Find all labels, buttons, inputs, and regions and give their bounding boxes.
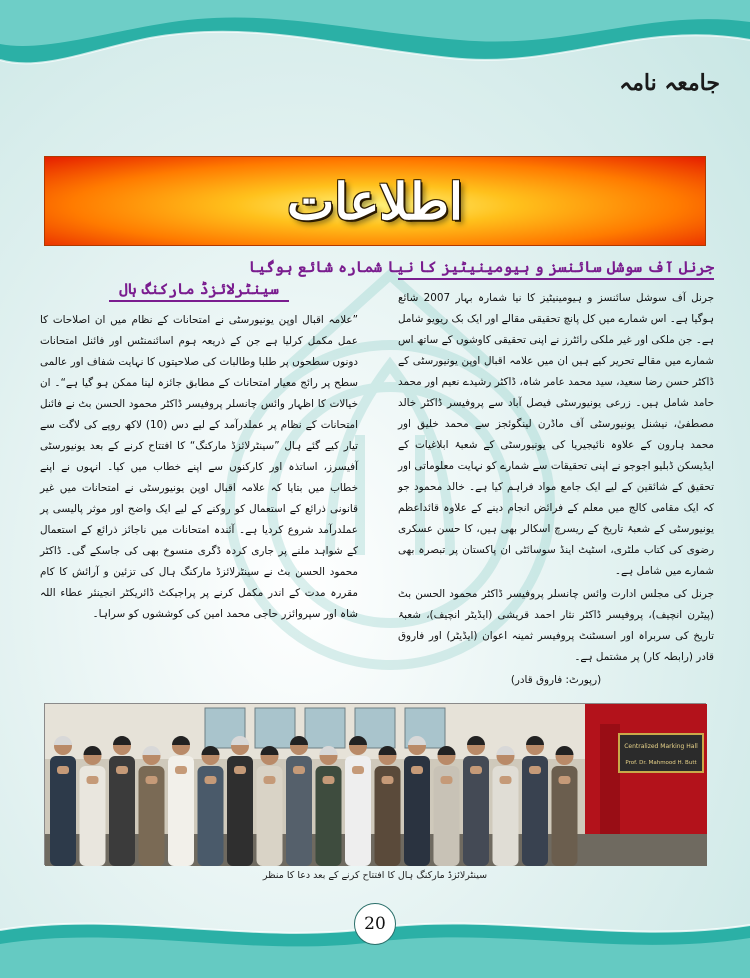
page-number: 20 bbox=[354, 903, 396, 945]
person-hands bbox=[146, 776, 158, 784]
person-hands bbox=[352, 766, 364, 774]
person-hands bbox=[116, 766, 128, 774]
person-hands bbox=[293, 766, 305, 774]
person-hands bbox=[323, 776, 335, 784]
journal-article-paragraph: جرنل کی مجلس ادارت وائس چانسلر پروفیسر ڈاکٹر محمود الحسن بٹ (پیٹرن انچیف)، پروفیسر ڈاکٹر نثار احمد قریشی (ایڈیٹر انچیف)، شعبۂ تاریخ کی سربراہ اور اسسٹنٹ پروفیسر ثمینہ اعوان (ایڈیٹر) اور فاروق قادر (رابطہ کار) پر مشتمل ہے۔ bbox=[398, 588, 714, 663]
person-hands bbox=[234, 766, 246, 774]
person-hands bbox=[264, 776, 276, 784]
person-hands bbox=[205, 776, 217, 784]
photo-caption: سینٹرلائزڈ مارکنگ ہال کا افتتاح کرنے کے بعد دعا کا منظر bbox=[262, 870, 488, 881]
journal-article-title: جرنل آف سوشل سائنسز و ہیومینیٹیز کا نیا شمارہ شائع ہوگیا bbox=[398, 258, 714, 280]
inauguration-photo bbox=[44, 703, 706, 865]
person-hands bbox=[441, 776, 453, 784]
plaque-name: Prof. Dr. Mahmood H. Butt bbox=[625, 760, 697, 766]
marking-hall-article-paragraph: ”علامہ اقبال اوپن یونیورسٹی نے امتحانات کے نظام میں ان اصلاحات کا عمل مکمل کرلیا ہے جن کے ذریعہ ہوم اسائنمنٹس اور فائنل امتحانات دونوں سطحوں پر طلبا وطالبات کی صلاحیتوں کا نہایت شفاف اور عالمی سطح پر رائج معیار امتحانات کے مطابق جائزہ لینا ممکن ہو گیا ہے“۔ ان خیالات کا اظہار وائس چانسلر پروفیسر ڈاکٹر محمود الحسن بٹ نے فائنل امتحانات کے نظام پر عملدرآمد کے لیے دس (10) لاکھ روپے کی لاگت سے تیار کیے گئے ہال ”سینٹرلائزڈ مارکنگ“ کا افتتاح کرنے کے بعد یونیورسٹی آفیسرز، اساتذہ اور کارکنوں سے اپنے خطاب میں کیا۔ انہوں نے اپنے خطاب میں بتایا کہ علامہ اقبال اوپن یونیورسٹی نے امتحانات میں غیر قانونی ذرائع کے استعمال کو روکنے کے لیے ایک واضح اور موثر پالیسی پر عملدرآمد شروع کردیا ہے۔ آئندہ امتحانات میں ناجائز ذرائع کے استعمال کے شواہد ملنے پر جاری کردہ ڈگری منسوخ بھی کی جاسکے گی۔ ڈاکٹر محمود الحسن بٹ نے سینٹرلائزڈ مارکنگ ہال کی تزئین و آرائش کا کام مقررہ مدت کے اندر مکمل کرنے پر پراجیکٹ ڈائریکٹر انجینئر عطاء اللہ شاہ اور سپروائزر حاجی محمد امین کی کوششوں کو سراہا۔ bbox=[40, 314, 358, 620]
person-hands bbox=[529, 766, 541, 774]
person-hands bbox=[57, 766, 69, 774]
person-hands bbox=[411, 766, 423, 774]
marking-hall-article-title: سینٹرلائزڈ مارکنگ ہال bbox=[109, 280, 289, 302]
magazine-name: جامعہ نامہ bbox=[619, 70, 720, 96]
person-hands bbox=[382, 776, 394, 784]
person-hands bbox=[175, 766, 187, 774]
person-hands bbox=[559, 776, 571, 784]
report-credit: (رپورٹ: فاروق قادر) bbox=[510, 674, 602, 686]
journal-article-paragraph: جرنل آف سوشل سائنسز و ہیومینیٹیز کا نیا شمارہ بہار 2007 شائع ہوگیا ہے۔ اس شمارے میں کل پانچ تحقیقی مقالے اور ایک بک ریویو شامل ہے۔ جن ملکی اور غیر ملکی رائٹرز نے اپنی تحقیقی کاوشوں کے ساتھ اس شمارے میں مقالے تحریر کیے ہیں ان میں علامہ اقبال اوپن یونیورسٹی کے ڈاکٹر حسن رضا سعید، سید محمد عامر شاہ، ڈاکٹر رشیدے نعیم اور محمد حامد شامل ہیں۔ زرعی یونیورسٹی فیصل آباد سے پروفیسر ڈاکٹر خالد مصطفیٰ، نیشنل یونیورسٹی آف ماڈرن لینگوئجز سے محمد خلیق اور محمد ہارون کے علاوہ نائیجیریا کی یونیورسٹی کے شعبۂ ابلاغیات کے ایڈیسکن ڈبلیو اجوجو نے اپنی تحقیقات سے شمارے کو نہایت معلوماتی اور تحقیق کے شائقین کے لیے ایک جامع مواد فراہم کیا ہے۔ خالد محمود جو کہ ایک مقامی کالج میں معلم کے فرائض انجام دینے کے علاوہ قائداعظم یونیورسٹی کے شعبۂ تاریخ کے ریسرچ اسکالر بھی ہیں، کا حسن عسکری رضوی کی کتاب ملٹری، اسٹیٹ اینڈ سوسائٹی ان پاکستان پر تبصرہ بھی شمارے میں شامل ہے۔ bbox=[398, 292, 714, 577]
plaque-heading: Centralized Marking Hall bbox=[624, 743, 698, 750]
section-banner bbox=[44, 156, 706, 246]
journal-article bbox=[248, 258, 714, 691]
person-hands bbox=[470, 766, 482, 774]
marking-hall-article bbox=[40, 280, 358, 625]
person-hands bbox=[87, 776, 99, 784]
banner-title: اطلاعات bbox=[287, 171, 463, 231]
person-hands bbox=[500, 776, 512, 784]
